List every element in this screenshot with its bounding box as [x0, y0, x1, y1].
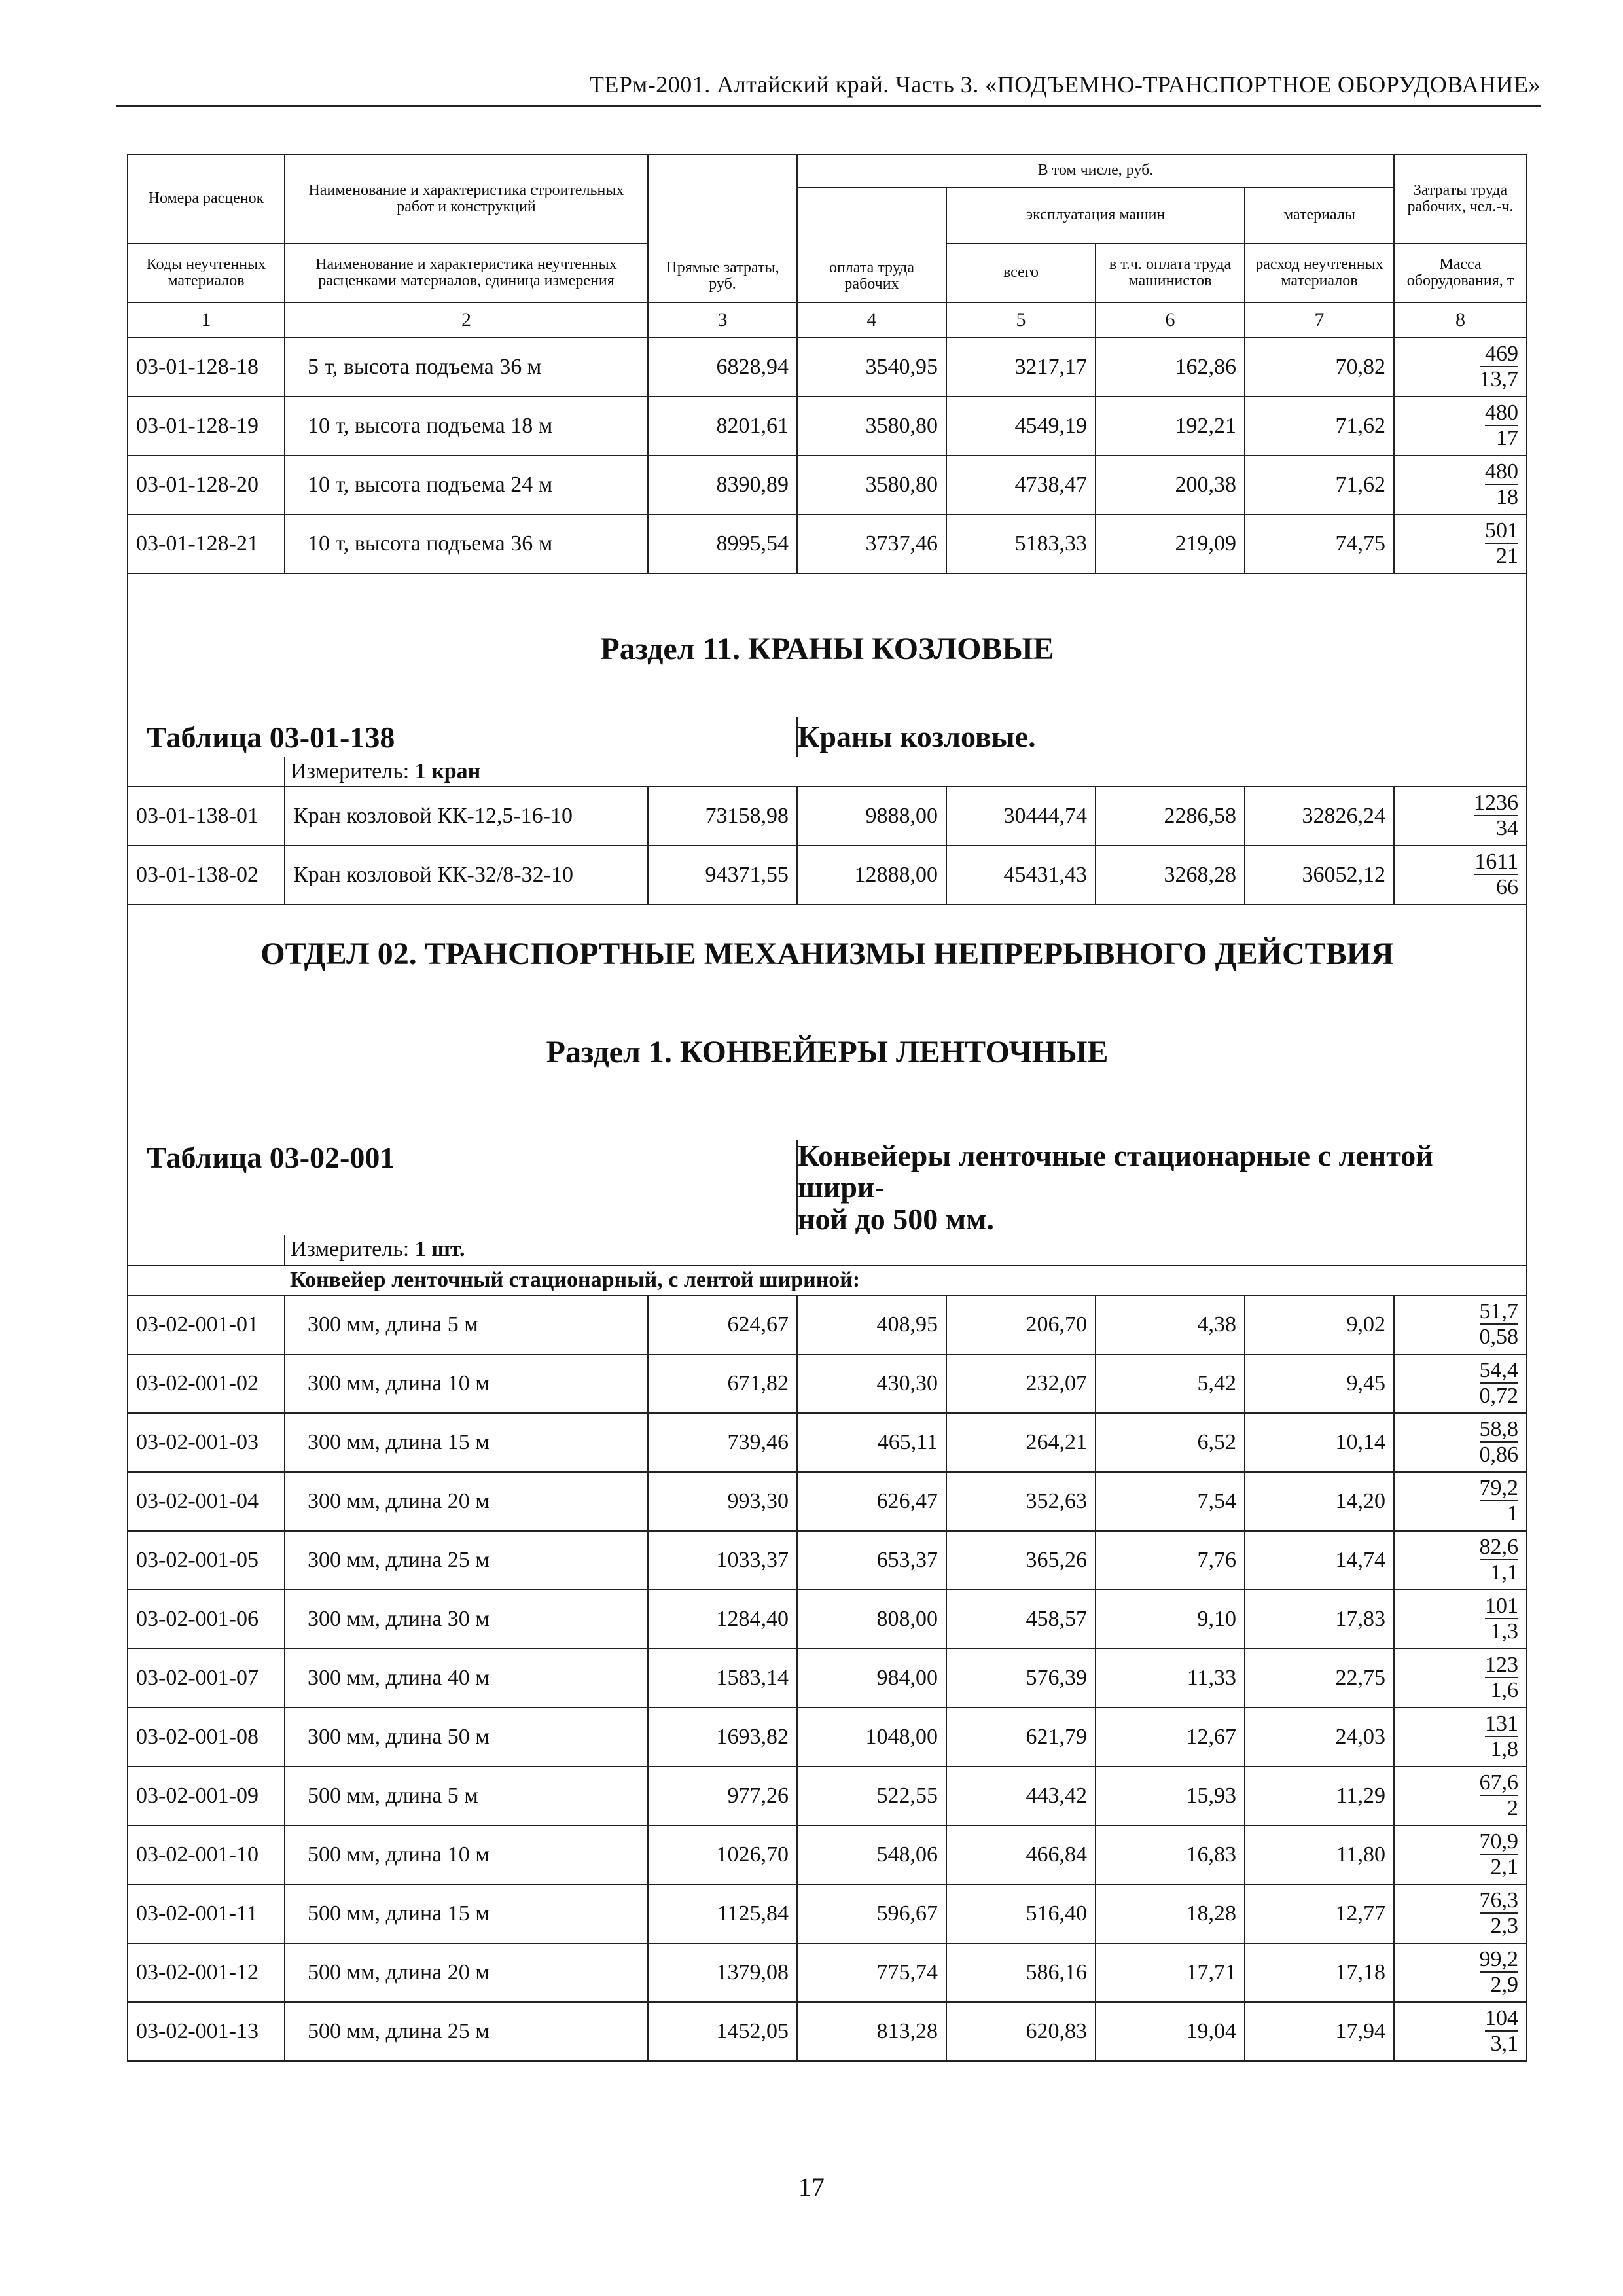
- work-name: 300 мм, длина 30 м: [285, 1590, 648, 1649]
- wages-cost: 12888,00: [797, 846, 946, 905]
- equipment-mass: 1,6: [1490, 1678, 1518, 1703]
- machines-cost: 30444,74: [946, 787, 1096, 846]
- machinists-wages: 5,42: [1096, 1354, 1245, 1413]
- work-name: 10 т, высота подъема 24 м: [285, 456, 648, 514]
- table-row: [128, 1590, 1527, 1649]
- rate-code: 03-02-001-07: [128, 1649, 285, 1708]
- work-name: Кран козловой КК-32/8-32-10: [285, 846, 648, 905]
- machinists-wages: 19,04: [1096, 2002, 1245, 2061]
- labor-hours: 99,2: [1480, 1948, 1519, 1973]
- machinists-wages: 3268,28: [1096, 846, 1245, 905]
- running-header: [116, 68, 1541, 107]
- rate-code: 03-02-001-13: [128, 2002, 285, 2061]
- table-row: [128, 787, 1527, 846]
- col-number: 4: [797, 302, 946, 338]
- machinists-wages: 15,93: [1096, 1767, 1245, 1825]
- rates-table: [127, 154, 1527, 2061]
- machines-cost: 586,16: [946, 1943, 1096, 2002]
- rate-code: 03-01-128-19: [128, 397, 285, 456]
- machines-cost: 352,63: [946, 1472, 1096, 1531]
- machines-cost: 232,07: [946, 1354, 1096, 1413]
- labor-hours: 76,3: [1480, 1889, 1519, 1914]
- col-number: 7: [1245, 302, 1394, 338]
- rate-code: 03-02-001-08: [128, 1708, 285, 1767]
- machinists-wages: 6,52: [1096, 1413, 1245, 1472]
- labor-hours: 480: [1485, 460, 1518, 486]
- work-name: 500 мм, длина 15 м: [285, 1884, 648, 1943]
- direct-cost: 1693,82: [648, 1708, 797, 1767]
- materials-cost: 14,74: [1245, 1531, 1394, 1590]
- machines-cost: 620,83: [946, 2002, 1096, 2061]
- rate-code: 03-02-001-05: [128, 1531, 285, 1590]
- work-name: 500 мм, длина 20 м: [285, 1943, 648, 2002]
- col-machines: эксплуатация машин: [946, 187, 1245, 243]
- wages-cost: 465,11: [797, 1413, 946, 1472]
- equipment-mass: 2,3: [1490, 1914, 1518, 1939]
- materials-cost: 70,82: [1245, 338, 1394, 397]
- labor-mass-cell: [1394, 1708, 1527, 1767]
- machinists-wages: 9,10: [1096, 1590, 1245, 1649]
- materials-cost: 17,94: [1245, 2002, 1394, 2061]
- machinists-wages: 7,76: [1096, 1531, 1245, 1590]
- table-row: [128, 456, 1527, 514]
- materials-cost: 74,75: [1245, 514, 1394, 573]
- col-number: 5: [946, 302, 1096, 338]
- materials-cost: 17,18: [1245, 1943, 1394, 2002]
- table-row: [128, 846, 1527, 905]
- direct-cost: 6828,94: [648, 338, 797, 397]
- col-including: В том числе, руб.: [797, 154, 1394, 187]
- equipment-mass: 0,72: [1479, 1384, 1518, 1408]
- labor-hours: 70,9: [1480, 1830, 1519, 1856]
- machines-cost: 45431,43: [946, 846, 1096, 905]
- machinists-wages: 162,86: [1096, 338, 1245, 397]
- wages-cost: 653,37: [797, 1531, 946, 1590]
- machines-cost: 516,40: [946, 1884, 1096, 1943]
- rate-code: 03-02-001-04: [128, 1472, 285, 1531]
- wages-cost: 1048,00: [797, 1708, 946, 1767]
- rate-code: 03-01-128-20: [128, 456, 285, 514]
- col-machines-wages: в т.ч. оплата труда машинистов: [1096, 243, 1245, 302]
- labor-hours: 104: [1485, 2007, 1518, 2032]
- col-name-bottom: Наименование и характеристика неучтенных расценками материалов, единица измерения: [285, 243, 648, 302]
- rate-code: 03-01-128-18: [128, 338, 285, 397]
- wages-cost: 548,06: [797, 1825, 946, 1884]
- wages-cost: 3540,95: [797, 338, 946, 397]
- machinists-wages: 192,21: [1096, 397, 1245, 456]
- table-row: [128, 1531, 1527, 1590]
- col-wages: оплата труда рабочих: [797, 187, 946, 302]
- labor-mass-cell: [1394, 1884, 1527, 1943]
- labor-mass-cell: [1394, 1413, 1527, 1472]
- equipment-mass: 21: [1496, 544, 1518, 569]
- machinists-wages: 18,28: [1096, 1884, 1245, 1943]
- materials-cost: 11,29: [1245, 1767, 1394, 1825]
- machinists-wages: 16,83: [1096, 1825, 1245, 1884]
- labor-mass-cell: [1394, 2002, 1527, 2061]
- rate-code: 03-02-001-06: [128, 1590, 285, 1649]
- materials-cost: 12,77: [1245, 1884, 1394, 1943]
- work-name: 5 т, высота подъема 36 м: [285, 338, 648, 397]
- equipment-mass: 2: [1507, 1796, 1518, 1821]
- machines-cost: 458,57: [946, 1590, 1096, 1649]
- labor-hours: 101: [1485, 1594, 1518, 1620]
- measure-value: 1 кран: [414, 759, 481, 783]
- direct-cost: 1026,70: [648, 1825, 797, 1884]
- work-name: 300 мм, длина 15 м: [285, 1413, 648, 1472]
- col-code-bottom: Коды неучтенных материалов: [128, 243, 285, 302]
- machines-cost: 466,84: [946, 1825, 1096, 1884]
- labor-mass-cell: [1394, 1825, 1527, 1884]
- table-row: [128, 1413, 1527, 1472]
- col-number: 6: [1096, 302, 1245, 338]
- rate-code: 03-02-001-11: [128, 1884, 285, 1943]
- table-row: [128, 397, 1527, 456]
- machines-cost: 5183,33: [946, 514, 1096, 573]
- measure-label: Измеритель:: [291, 1237, 410, 1262]
- equipment-mass: 1,1: [1490, 1560, 1518, 1585]
- rate-code: 03-01-138-01: [128, 787, 285, 846]
- table-row: [128, 338, 1527, 397]
- labor-hours: 79,2: [1480, 1477, 1519, 1502]
- materials-cost: 32826,24: [1245, 787, 1394, 846]
- machines-cost: 576,39: [946, 1649, 1096, 1708]
- equipment-mass: 66: [1496, 875, 1518, 900]
- equipment-mass: 34: [1496, 816, 1518, 841]
- direct-cost: 624,67: [648, 1295, 797, 1354]
- direct-cost: 1452,05: [648, 2002, 797, 2061]
- direct-cost: 1379,08: [648, 1943, 797, 2002]
- section-1-title: Раздел 1. КОНВЕЙЕРЫ ЛЕНТОЧНЫЕ: [128, 1022, 1527, 1081]
- measure-label: Измеритель:: [291, 759, 410, 783]
- machines-cost: 621,79: [946, 1708, 1096, 1767]
- table-138-title: Таблица 03-01-138: [147, 720, 395, 754]
- materials-cost: 17,83: [1245, 1590, 1394, 1649]
- wages-cost: 3580,80: [797, 397, 946, 456]
- rate-code: 03-01-138-02: [128, 846, 285, 905]
- labor-mass-cell: [1394, 1649, 1527, 1708]
- rate-code: 03-01-128-21: [128, 514, 285, 573]
- table-row: [128, 1884, 1527, 1943]
- labor-mass-cell: [1394, 456, 1527, 514]
- col-number: 8: [1394, 302, 1527, 338]
- table-row: [128, 1767, 1527, 1825]
- work-name: 300 мм, длина 20 м: [285, 1472, 648, 1531]
- machinists-wages: 2286,58: [1096, 787, 1245, 846]
- direct-cost: 671,82: [648, 1354, 797, 1413]
- equipment-mass: 1,8: [1490, 1737, 1518, 1762]
- dept-02-title: ОТДЕЛ 02. ТРАНСПОРТНЫЕ МЕХАНИЗМЫ НЕПРЕРЫВНОГО ДЕЙСТВИЯ: [128, 924, 1527, 983]
- materials-cost: 71,62: [1245, 397, 1394, 456]
- wages-cost: 430,30: [797, 1354, 946, 1413]
- equipment-mass: 0,86: [1479, 1443, 1518, 1467]
- materials-cost: 36052,12: [1245, 846, 1394, 905]
- machinists-wages: 219,09: [1096, 514, 1245, 573]
- machines-cost: 365,26: [946, 1531, 1096, 1590]
- table-138-desc: Краны козловые.: [798, 719, 1036, 753]
- materials-cost: 22,75: [1245, 1649, 1394, 1708]
- rate-code: 03-02-001-02: [128, 1354, 285, 1413]
- labor-hours: 480: [1485, 401, 1518, 427]
- machinists-wages: 17,71: [1096, 1943, 1245, 2002]
- col-number: 2: [285, 302, 648, 338]
- machinists-wages: 11,33: [1096, 1649, 1245, 1708]
- rate-code: 03-02-001-10: [128, 1825, 285, 1884]
- labor-mass-cell: [1394, 1354, 1527, 1413]
- equipment-mass: 17: [1496, 426, 1518, 451]
- table-row: [128, 514, 1527, 573]
- labor-hours: 67,6: [1480, 1771, 1519, 1797]
- work-name: 10 т, высота подъема 36 м: [285, 514, 648, 573]
- wages-cost: 522,55: [797, 1767, 946, 1825]
- table-001-desc-line1: Конвейеры ленточные стационарные с лентой шири-: [798, 1139, 1433, 1204]
- materials-cost: 9,45: [1245, 1354, 1394, 1413]
- machinists-wages: 12,67: [1096, 1708, 1245, 1767]
- direct-cost: 8995,54: [648, 514, 797, 573]
- rate-code: 03-02-001-03: [128, 1413, 285, 1472]
- labor-hours: 1236: [1474, 791, 1518, 817]
- wages-cost: 9888,00: [797, 787, 946, 846]
- rate-code: 03-02-001-01: [128, 1295, 285, 1354]
- machines-cost: 4738,47: [946, 456, 1096, 514]
- table-row: [128, 1649, 1527, 1708]
- section-11-title: Раздел 11. КРАНЫ КОЗЛОВЫЕ: [128, 619, 1527, 678]
- wages-cost: 775,74: [797, 1943, 946, 2002]
- labor-hours: 131: [1485, 1712, 1518, 1738]
- table-row: [128, 1708, 1527, 1767]
- equipment-mass: 2,9: [1490, 1973, 1518, 1998]
- wages-cost: 626,47: [797, 1472, 946, 1531]
- col-number: 3: [648, 302, 797, 338]
- work-name: 300 мм, длина 5 м: [285, 1295, 648, 1354]
- direct-cost: 8201,61: [648, 397, 797, 456]
- machines-cost: 443,42: [946, 1767, 1096, 1825]
- work-name: Кран козловой КК-12,5-16-10: [285, 787, 648, 846]
- labor-hours: 501: [1485, 519, 1518, 545]
- direct-cost: 73158,98: [648, 787, 797, 846]
- direct-cost: 94371,55: [648, 846, 797, 905]
- equipment-mass: 1,3: [1490, 1619, 1518, 1644]
- col-labor: Затраты труда рабочих, чел.-ч.: [1394, 154, 1527, 243]
- work-name: 300 мм, длина 40 м: [285, 1649, 648, 1708]
- table-row: [128, 1295, 1527, 1354]
- equipment-mass: 13,7: [1479, 367, 1518, 392]
- labor-mass-cell: [1394, 1295, 1527, 1354]
- work-name: 300 мм, длина 25 м: [285, 1531, 648, 1590]
- labor-mass-cell: [1394, 338, 1527, 397]
- table-row: [128, 1354, 1527, 1413]
- table-row: [128, 1472, 1527, 1531]
- wages-cost: 3737,46: [797, 514, 946, 573]
- labor-mass-cell: [1394, 1943, 1527, 2002]
- rate-code: 03-02-001-09: [128, 1767, 285, 1825]
- equipment-mass: 18: [1496, 485, 1518, 510]
- materials-cost: 14,20: [1245, 1472, 1394, 1531]
- table-row: [128, 1943, 1527, 2002]
- direct-cost: 739,46: [648, 1413, 797, 1472]
- materials-cost: 10,14: [1245, 1413, 1394, 1472]
- direct-cost: 993,30: [648, 1472, 797, 1531]
- wages-cost: 808,00: [797, 1590, 946, 1649]
- direct-cost: 1125,84: [648, 1884, 797, 1943]
- machines-cost: 264,21: [946, 1413, 1096, 1472]
- col-machines-total: всего: [946, 243, 1096, 302]
- table-row: [128, 1825, 1527, 1884]
- work-name: 300 мм, длина 10 м: [285, 1354, 648, 1413]
- col-direct: Прямые затраты, руб.: [648, 154, 797, 302]
- machinists-wages: 7,54: [1096, 1472, 1245, 1531]
- wages-cost: 408,95: [797, 1295, 946, 1354]
- labor-hours: 51,7: [1480, 1300, 1519, 1325]
- labor-hours: 469: [1480, 342, 1519, 368]
- labor-mass-cell: [1394, 514, 1527, 573]
- equipment-mass: 2,1: [1490, 1855, 1518, 1880]
- equipment-mass: 0,58: [1479, 1325, 1518, 1350]
- page-number: 17: [798, 2172, 825, 2202]
- machinists-wages: 200,38: [1096, 456, 1245, 514]
- equipment-mass: 3,1: [1490, 2032, 1518, 2056]
- col-mass: Масса оборудования, т: [1394, 243, 1527, 302]
- wages-cost: 596,67: [797, 1884, 946, 1943]
- labor-hours: 1611: [1474, 850, 1518, 876]
- labor-mass-cell: [1394, 1590, 1527, 1649]
- machinists-wages: 4,38: [1096, 1295, 1245, 1354]
- labor-mass-cell: [1394, 787, 1527, 846]
- materials-cost: 24,03: [1245, 1708, 1394, 1767]
- header-title: ТЕРм-2001. Алтайский край. Часть 3. «ПОДЪЕМНО-ТРАНСПОРТНОЕ ОБОРУДОВАНИЕ»: [589, 71, 1541, 98]
- rate-code: 03-02-001-12: [128, 1943, 285, 2002]
- direct-cost: 977,26: [648, 1767, 797, 1825]
- machines-cost: 3217,17: [946, 338, 1096, 397]
- col-materials: материалы: [1245, 187, 1394, 243]
- work-name: 500 мм, длина 10 м: [285, 1825, 648, 1884]
- materials-cost: 71,62: [1245, 456, 1394, 514]
- labor-mass-cell: [1394, 846, 1527, 905]
- col-number: 1: [128, 302, 285, 338]
- machines-cost: 206,70: [946, 1295, 1096, 1354]
- work-name: 500 мм, длина 25 м: [285, 2002, 648, 2061]
- labor-hours: 58,8: [1480, 1418, 1519, 1443]
- labor-mass-cell: [1394, 397, 1527, 456]
- direct-cost: 8390,89: [648, 456, 797, 514]
- table-001-title: Таблица 03-02-001: [147, 1141, 395, 1174]
- col-code-top: Номера расценок: [128, 154, 285, 243]
- wages-cost: 813,28: [797, 2002, 946, 2061]
- col-materials-consumption: расход неучтенных материалов: [1245, 243, 1394, 302]
- equipment-mass: 1: [1507, 1501, 1518, 1526]
- labor-hours: 123: [1485, 1653, 1518, 1679]
- wages-cost: 3580,80: [797, 456, 946, 514]
- labor-hours: 82,6: [1480, 1535, 1519, 1561]
- labor-hours: 54,4: [1480, 1359, 1519, 1384]
- machines-cost: 4549,19: [946, 397, 1096, 456]
- work-name: 10 т, высота подъема 18 м: [285, 397, 648, 456]
- work-name: 500 мм, длина 5 м: [285, 1767, 648, 1825]
- col-name-top: Наименование и характеристика строительных работ и конструкций: [285, 154, 648, 243]
- labor-mass-cell: [1394, 1472, 1527, 1531]
- work-name: 300 мм, длина 50 м: [285, 1708, 648, 1767]
- materials-cost: 11,80: [1245, 1825, 1394, 1884]
- measure-value: 1 шт.: [414, 1237, 465, 1262]
- labor-mass-cell: [1394, 1767, 1527, 1825]
- direct-cost: 1284,40: [648, 1590, 797, 1649]
- wages-cost: 984,00: [797, 1649, 946, 1708]
- materials-cost: 9,02: [1245, 1295, 1394, 1354]
- table-001-desc-line2: ной до 500 мм.: [798, 1202, 994, 1236]
- group-title: Конвейер ленточный стационарный, с лентой шириной:: [285, 1265, 1527, 1295]
- labor-mass-cell: [1394, 1531, 1527, 1590]
- direct-cost: 1033,37: [648, 1531, 797, 1590]
- table-row: [128, 2002, 1527, 2061]
- direct-cost: 1583,14: [648, 1649, 797, 1708]
